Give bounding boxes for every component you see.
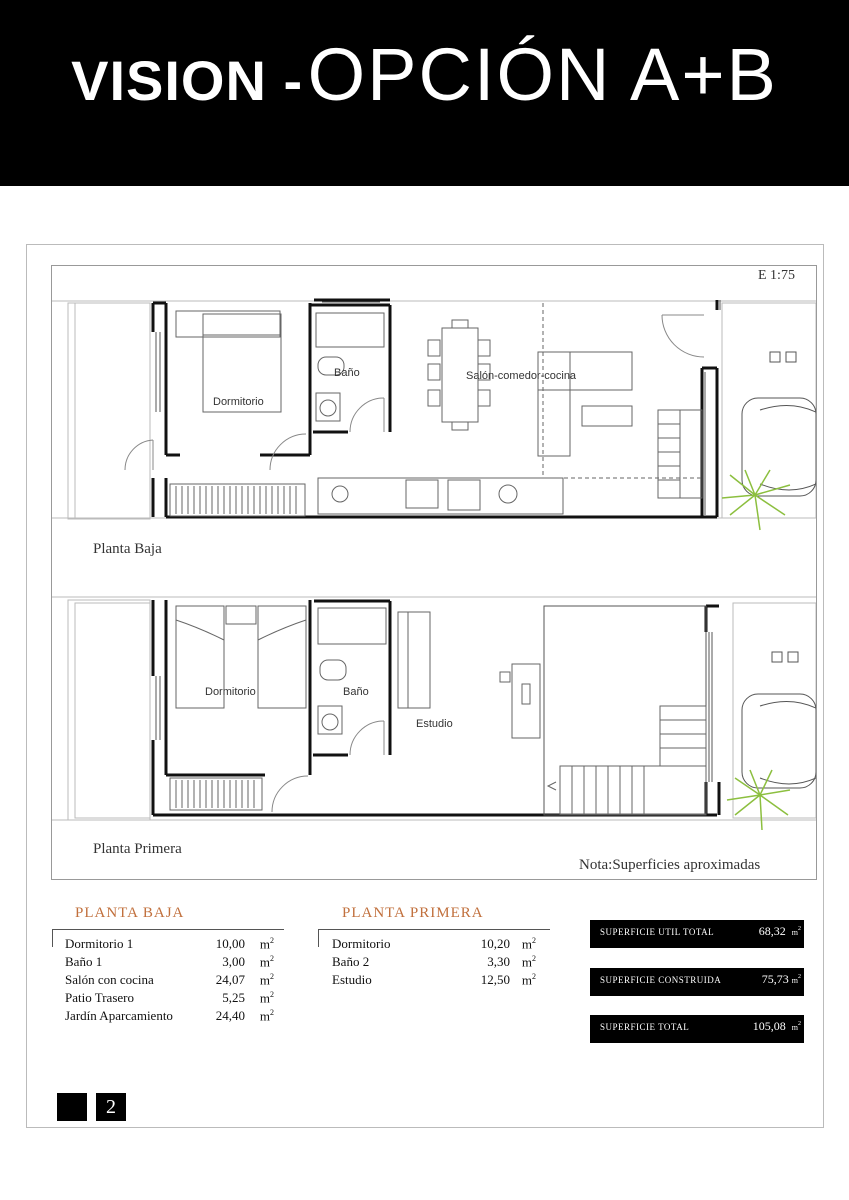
row-value: 5,25 bbox=[222, 990, 245, 1005]
unit-exp: 2 bbox=[270, 936, 274, 945]
row-unit bbox=[260, 936, 274, 952]
unit-exp: 2 bbox=[798, 1021, 801, 1027]
unit-exp: 2 bbox=[532, 936, 536, 945]
floor-plan-drawing bbox=[52, 266, 816, 879]
row-name: Estudio bbox=[332, 972, 372, 987]
unit-exp: 2 bbox=[270, 954, 274, 963]
room-label-estudio: Estudio bbox=[416, 718, 453, 730]
row-name: Baño 1 bbox=[65, 954, 103, 969]
unit-exp: 2 bbox=[532, 954, 536, 963]
row-value: 24,40 bbox=[215, 1008, 245, 1023]
unit-exp: 2 bbox=[532, 972, 536, 981]
title-bold: VISION - bbox=[71, 49, 304, 112]
summary-value bbox=[753, 1019, 801, 1034]
room-label-dormitorio-pp: Dormitorio bbox=[205, 686, 256, 698]
unit-exp: 2 bbox=[798, 974, 801, 980]
summary-unit: m bbox=[791, 1023, 798, 1032]
note-label: Nota:Superficies aproximadas bbox=[579, 857, 761, 873]
row-name: Dormitorio bbox=[332, 936, 391, 951]
row-value: 12,50 bbox=[480, 972, 510, 987]
row-unit bbox=[522, 972, 536, 988]
summary-unit: m bbox=[791, 928, 798, 937]
summary-box-total bbox=[590, 1015, 804, 1043]
page-title bbox=[0, 33, 849, 116]
row-value: 3,30 bbox=[487, 954, 510, 969]
summary-number: 105,08 bbox=[752, 1019, 786, 1033]
row-unit bbox=[522, 936, 536, 952]
row-name: Dormitorio 1 bbox=[65, 936, 134, 951]
table-heading-planta-baja: PLANTA BAJA bbox=[75, 905, 185, 921]
row-name: Patio Trasero bbox=[65, 990, 134, 1005]
room-label-bano-pb: Baño bbox=[334, 367, 360, 379]
unit-text: m bbox=[259, 1008, 270, 1024]
unit-exp: 2 bbox=[270, 972, 274, 981]
table-rule bbox=[52, 929, 284, 930]
table-rule bbox=[52, 929, 53, 947]
row-unit bbox=[260, 990, 274, 1006]
table-rule bbox=[318, 929, 319, 947]
floor-label-planta-baja: Planta Baja bbox=[93, 541, 162, 557]
row-unit bbox=[260, 954, 274, 970]
row-value: 3,00 bbox=[222, 954, 245, 969]
room-label-bano-pp: Baño bbox=[343, 686, 369, 698]
row-value: 24,07 bbox=[215, 972, 245, 987]
unit-text: m bbox=[521, 936, 532, 952]
header-banner bbox=[0, 0, 849, 186]
row-unit bbox=[260, 972, 274, 988]
summary-number: 68,32 bbox=[758, 924, 786, 938]
table-heading-planta-primera: PLANTA PRIMERA bbox=[342, 905, 484, 921]
unit-text: m bbox=[521, 972, 532, 988]
table-rule bbox=[318, 929, 550, 930]
summary-label: SUPERFICIE CONSTRUIDA bbox=[600, 975, 722, 985]
page-marker bbox=[57, 1093, 87, 1121]
unit-exp: 2 bbox=[798, 926, 801, 932]
title-thin: OPCIÓN A+B bbox=[307, 33, 778, 116]
unit-text: m bbox=[521, 954, 532, 970]
summary-value bbox=[762, 972, 801, 987]
row-unit bbox=[260, 1008, 274, 1024]
room-label-salon: Salón-comedor-cocina bbox=[466, 370, 577, 382]
summary-value bbox=[759, 924, 801, 939]
row-name: Salón con cocina bbox=[65, 972, 154, 987]
unit-exp: 2 bbox=[270, 1008, 274, 1017]
scale-label: E 1:75 bbox=[758, 268, 795, 283]
row-unit bbox=[522, 954, 536, 970]
unit-text: m bbox=[259, 990, 270, 1006]
floor-label-planta-primera: Planta Primera bbox=[93, 841, 182, 857]
summary-label: SUPERFICIE UTIL TOTAL bbox=[600, 927, 715, 937]
page-number: 2 bbox=[96, 1093, 126, 1121]
summary-number: 75,73 bbox=[761, 972, 789, 986]
summary-label: SUPERFICIE TOTAL bbox=[600, 1022, 690, 1032]
unit-exp: 2 bbox=[270, 990, 274, 999]
unit-text: m bbox=[259, 972, 270, 988]
summary-box-construida bbox=[590, 968, 804, 996]
row-value: 10,00 bbox=[215, 936, 245, 951]
row-name: Baño 2 bbox=[332, 954, 370, 969]
row-value: 10,20 bbox=[480, 936, 510, 951]
room-label-dormitorio-pb: Dormitorio bbox=[213, 396, 264, 408]
unit-text: m bbox=[259, 954, 270, 970]
row-name: Jardín Aparcamiento bbox=[65, 1008, 173, 1023]
summary-unit: m bbox=[791, 976, 798, 985]
unit-text: m bbox=[259, 936, 270, 952]
summary-box-util bbox=[590, 920, 804, 948]
